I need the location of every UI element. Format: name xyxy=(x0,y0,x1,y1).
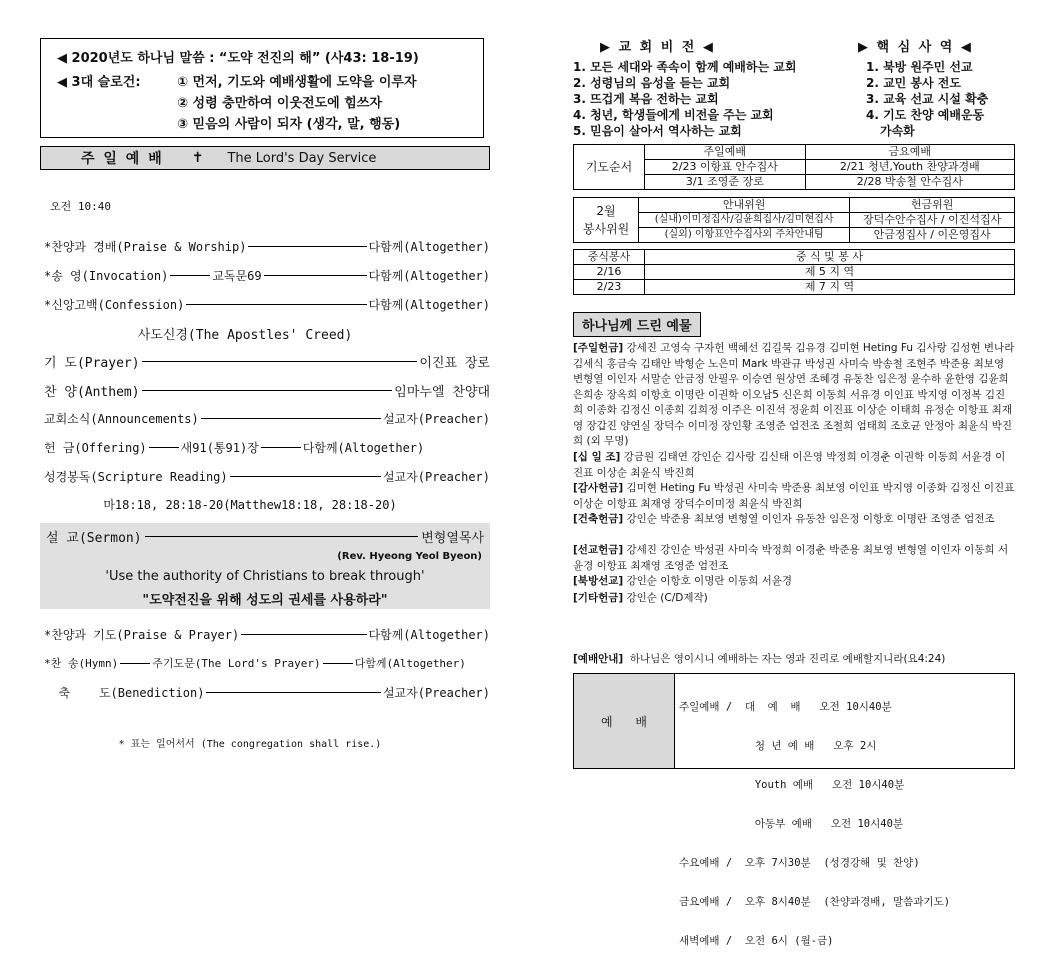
offering-row: [건축헌금] 강인순 박준용 최보영 변형열 이인자 유동찬 임은정 이항호 이명란 조영준 엄전조 xyxy=(573,513,995,525)
ministry-item: 4. 기도 찬양 예배운동 xyxy=(866,108,985,122)
worship-schedule-list: 주일예배 / 대 예 배 오전 10시40분 청 년 예 배 오후 2시 Youth 예배 오전 10시40분 아동부 예배 오전 10시40분 수요예배 / 오후 7시30분 (성경강해 및 찬양) 금요예배 / 오후 8시40분 (찬양과경배, 말씀과기도) 새벽예배 / 오전 6시 (월-금) xyxy=(679,701,951,947)
cross-icon: ✝ xyxy=(191,150,204,166)
prayer-order-table: 기도순서 주일예배 금요예배 2/23 이항표 안수집사 2/21 청년,Youth 찬양과경배 3/1 조영준 장로 2/28 박송철 안수집사 xyxy=(573,144,1015,190)
sermon-title-en: 'Use the authority of Christians to break through' xyxy=(105,569,425,584)
prayer-order-label: 기도순서 xyxy=(574,145,645,190)
offering-row: [주일헌금] 강세진 고영숙 구자헌 백혜선 김길묵 김유경 김미현 Heting Fu 김사랑 김성현 변나라 김세식 홍금숙 김태안 박형순 노은미 Mark 박관규 박성권 사미숙 박송철 조현주 박준용 최보영 변형열 이인자 서말순 안금정 안필우 이승연 원상연 조혜경 유동찬 임은정 윤수하 윤한영 김윤희 은희송 장옥희 이항호 이명란 이권학 이오남5 신은희 이동희 서유경 이인표 박지영 이정복 김진희 이종화 김정신 이종희 김희정 이주은 이진석 정윤희 이진표 이상순 이태희 유정순 이항표 최재영 장갑진 양연실 장덕수 이미정 장인황 조영준 엄전조 조철희 엄태희 조호균 안정아 최윤식 박진희 (외 무명) xyxy=(573,342,1015,447)
vision-item: 5. 믿음이 살아서 역사하는 교회 xyxy=(573,124,742,138)
vision-item: 2. 성령님의 음성을 듣는 교회 xyxy=(573,76,731,90)
offering-row: [선교헌금] 강세진 강인순 박성권 사미숙 박정희 이경춘 박준용 최보영 변형열 이인자 이동희 서윤경 이항표 최재영 조영준 엄전조 xyxy=(573,544,1009,572)
slogan-1: ① 먼저, 기도와 예배생활에 도약을 이루자 xyxy=(177,75,417,90)
order-item: *찬 송(Hymn) 주기도문(The Lord's Prayer) 다함께(Altogether) xyxy=(44,657,466,670)
sermon-box xyxy=(40,523,490,609)
worship-notice: [예배안내] 하나님은 영이시니 예배하는 자는 영과 진리로 예배할지니라(요4:24) xyxy=(573,653,946,665)
ministry-item: 가속화 xyxy=(880,124,915,138)
order-item: *신앙고백(Confession) 다함께(Altogether) xyxy=(44,298,490,312)
order-item: 기 도(Prayer) 이진표 장로 xyxy=(44,356,490,371)
service-time: 오전 10:40 xyxy=(50,200,111,213)
service-banner xyxy=(40,146,490,170)
service-title-ko: 주 일 예 배 xyxy=(81,151,164,167)
vision-item: 3. 뜨겁게 복음 전하는 교회 xyxy=(573,92,719,106)
vision-title: ▶ 교 회 비 전 ◀ xyxy=(600,40,715,55)
worship-schedule-table xyxy=(573,673,1015,947)
order-item: 교회소식(Announcements) 설교자(Preacher) xyxy=(44,412,490,426)
ministry-title: ▶ 핵 심 사 역 ◀ xyxy=(858,40,973,55)
slogan-3: ③ 믿음의 사람이 되자 (생각, 말, 행동) xyxy=(177,117,401,132)
scripture-reference: 마18:18, 28:18-20(Matthew18:18, 28:18-20) xyxy=(103,498,397,512)
order-item: *찬양과 경배(Praise & Worship) 다함께(Altogether) xyxy=(44,240,490,254)
offering-row: [십 일 조] 강금원 김태연 강인순 김사랑 김신태 이은영 박정희 이경춘 이권학 이동희 서윤경 이진표 이상순 최윤식 박진희 xyxy=(573,451,1006,479)
service-title-en: The Lord's Day Service xyxy=(227,150,377,166)
slogan-label: ◀ 3대 슬로건: xyxy=(57,75,141,90)
motto-box xyxy=(40,38,484,138)
order-item: *찬양과 기도(Praise & Prayer) 다함께(Altogether) xyxy=(44,628,490,642)
ministry-item: 3. 교육 선교 시설 확충 xyxy=(866,92,989,106)
preacher-name: 변형열목사 xyxy=(421,531,484,546)
sermon-label: 설 교(Sermon) xyxy=(46,531,142,546)
order-item: 찬 양(Anthem) 임마누엘 찬양대 xyxy=(44,385,490,400)
order-item: *송 영(Invocation) 교독문69 다함께(Altogether) xyxy=(44,269,490,283)
sermon-title-ko: "도약전진을 위해 성도의 권세를 사용하라" xyxy=(142,593,388,608)
annual-motto: ◀ 2020년도 하나님 말씀 : “도약 전진의 해” (사43: 18-19) xyxy=(57,51,419,66)
offering-row: [감사헌금] 김미현 Heting Fu 박성권 사미숙 박준용 최보영 이인표 박지영 이종화 김정신 이진표 이상순 이항표 최재영 장덕수이미정 최윤식 박진희 xyxy=(573,482,1015,510)
order-item: 성경봉독(Scripture Reading) 설교자(Preacher) xyxy=(44,470,490,484)
footnote: * 표는 일어서서 (The congregation shall rise.) xyxy=(118,739,382,750)
vision-item: 1. 모든 세대와 족속이 함께 예배하는 교회 xyxy=(573,60,797,74)
order-item: 헌 금(Offering) 새91(통91)장 다함께(Altogether) xyxy=(44,441,425,455)
slogan-2: ② 성령 충만하여 이웃전도에 힘쓰자 xyxy=(177,96,382,111)
service-committee-table: 2월 봉사위원 안내위원 헌금위원 (실내)이미정집사/김윤희집사/김미현집사 장덕수안수집사 / 이진석집사 (실외) 이항표안수집사외 주차안내팀 안금정집사 / 이은영집사 xyxy=(573,197,1015,243)
creed-title: 사도신경(The Apostles' Creed) xyxy=(137,328,353,343)
ministry-item: 2. 교민 봉사 전도 xyxy=(866,76,961,90)
offering-row: [북방선교] 강인순 이항호 이명란 이동희 서윤경 xyxy=(573,575,793,587)
offering-row: [기타헌금] 강인순 (C/D제작) xyxy=(573,592,708,604)
preacher-name-en: (Rev. Hyeong Yeol Byeon) xyxy=(337,551,482,562)
lunch-service-table: 중식봉사 중 식 및 봉 사 2/16 제 5 지 역 2/23 제 7 지 역 xyxy=(573,249,1015,295)
worship-schedule-label: 예 배 xyxy=(574,674,675,768)
offerings-title: 하나님께 드린 예물 xyxy=(573,312,701,337)
vision-item: 4. 청년, 학생들에게 비전을 주는 교회 xyxy=(573,108,774,122)
order-item: 축 도(Benediction) 설교자(Preacher) xyxy=(44,686,490,700)
ministry-item: 1. 북방 원주민 선교 xyxy=(866,60,973,74)
